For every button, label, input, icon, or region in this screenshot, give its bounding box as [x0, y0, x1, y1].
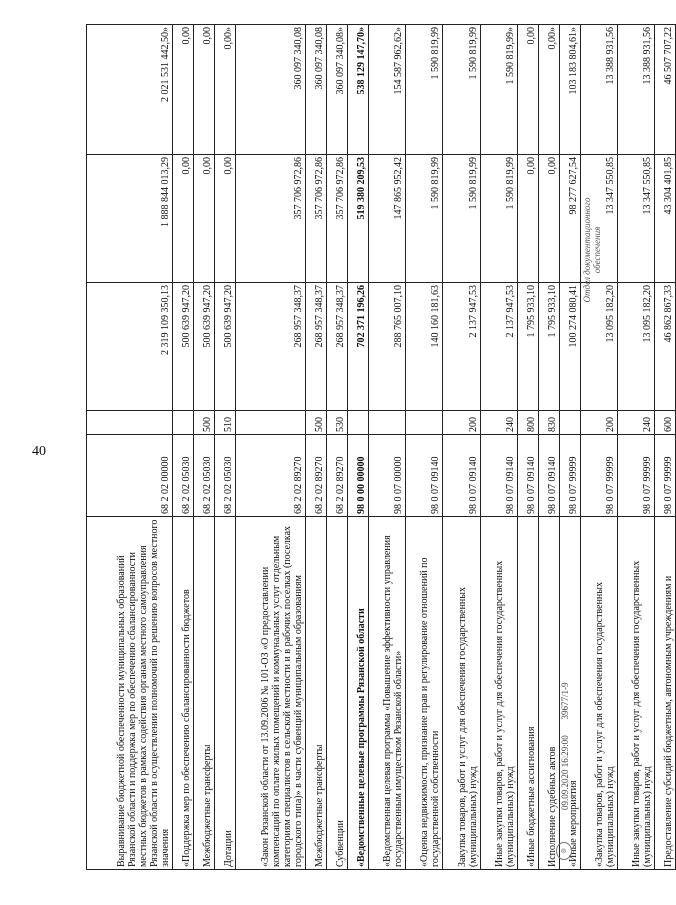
cell-value-2: 0,00 [538, 155, 559, 283]
cell-code: 68 2 02 05030 [173, 435, 194, 517]
cell-value-1: 2 137 947,53 [443, 283, 480, 411]
cell-value-1: 500 639 947,20 [173, 283, 194, 411]
cell-value-3: 46 507 707,22 [655, 25, 676, 155]
cell-value-1: 500 639 947,20 [215, 283, 236, 411]
table-row [538, 25, 559, 870]
cell-name: Выравнивание бюджетной обеспеченности муниципальных образований Рязанской области и поддержка мер по обеспечению сбалансированности местных бюджетов в рамках содействия органам местного самоуправления Рязанской области в осуществлении полномочий по решению вопросов местного значения [87, 517, 173, 870]
cell-value-2: 1 590 819,99 [406, 155, 443, 283]
cell-value-2: 13 347 550,85 [617, 155, 654, 283]
table-row [617, 25, 654, 870]
cell-name: «Ведомственная целевая программа «Повышение эффективности управления государственным имуществом Рязанской области» [368, 517, 405, 870]
cell-code: 98 0 07 09140 [443, 435, 480, 517]
cell-code: 98 0 07 99999 [655, 435, 676, 517]
cell-code: 98 0 07 09140 [406, 435, 443, 517]
cell-value-3: 360 097 340,08 [236, 25, 306, 155]
cell-vr: 600 [655, 411, 676, 435]
cell-value-1: 13 095 182,20 [617, 283, 654, 411]
cell-code: 68 2 02 89270 [327, 435, 348, 517]
cell-value-3: 360 097 340,08 [306, 25, 327, 155]
cell-value-2: 13 347 550,85 [580, 155, 617, 283]
cell-name: Закупка товаров, работ и услуг для обеспечения государственных (муниципальных) нужд [443, 517, 480, 870]
cell-code: 68 2 02 00000 [87, 435, 173, 517]
cell-code: 98 0 07 99999 [559, 435, 580, 517]
cell-code: 98 0 07 09140 [538, 435, 559, 517]
cell-value-2: 0,00 [517, 155, 538, 283]
cell-value-2: 519 380 209,53 [347, 155, 368, 283]
cell-vr [347, 411, 368, 435]
cell-name: Субвенции [327, 517, 348, 870]
cell-value-2: 147 865 952,42 [368, 155, 405, 283]
table-row [443, 25, 480, 870]
cell-vr: 510 [215, 411, 236, 435]
stamp-line-1: Отдел документационного [582, 197, 592, 303]
cell-name: «Закон Рязанской области от 13.09.2006 № 101-ОЗ «О предоставлении компенсаций по оплате жилых помещений и коммунальных услуг отдельным категориям специалистов в сельской местности и в рабочих поселках (поселках городского типа)» в части субвенций муниципальным образованиям [236, 517, 306, 870]
cell-code: 68 2 02 05030 [194, 435, 215, 517]
table-row [173, 25, 194, 870]
cell-value-1: 100 274 080,41 [559, 283, 580, 411]
cell-value-3: 154 587 962,62» [368, 25, 405, 155]
cell-value-3: 13 388 931,56 [580, 25, 617, 155]
cell-value-3: 360 097 340,08» [327, 25, 348, 155]
cell-value-2: 0,00 [173, 155, 194, 283]
table-row [194, 25, 215, 870]
cell-vr [368, 411, 405, 435]
cell-name: Иные закупки товаров, работ и услуг для обеспечения государственных (муниципальных) нужд [480, 517, 517, 870]
cell-name: «Иные мероприятия [559, 517, 580, 870]
stamp-line-2: обеспечения [592, 226, 602, 274]
cell-code: 98 0 07 09140 [480, 435, 517, 517]
footer-doc-id: 39677/1-9 [560, 682, 570, 720]
cell-value-1: 268 957 348,37 [327, 283, 348, 411]
table-row [327, 25, 348, 870]
cell-value-1: 500 639 947,20 [194, 283, 215, 411]
cell-vr [559, 411, 580, 435]
cell-value-2: 1 590 819,99 [480, 155, 517, 283]
page-number: 40 [32, 444, 46, 459]
cell-value-3: 2 021 531 442,50» [87, 25, 173, 155]
cell-vr: 240 [480, 411, 517, 435]
cell-name: Межбюджетные трансферты [306, 517, 327, 870]
cell-value-3: 538 129 147,70» [347, 25, 368, 155]
cell-code: 98 0 00 00000 [347, 435, 368, 517]
cell-name: «Закупка товаров, работ и услуг для обеспечения государственных (муниципальных) нужд [580, 517, 617, 870]
cell-value-3: 103 183 804,61» [559, 25, 580, 155]
cell-code: 68 2 02 89270 [306, 435, 327, 517]
department-stamp [582, 100, 602, 400]
cell-value-2: 1 590 819,99 [443, 155, 480, 283]
table-row [368, 25, 405, 870]
cell-code: 98 0 07 09140 [517, 435, 538, 517]
cell-vr: 500 [194, 411, 215, 435]
cell-value-3: 0,00 [173, 25, 194, 155]
cell-name: «Иные бюджетные ассигнования [517, 517, 538, 870]
cell-code: 68 2 02 89270 [236, 435, 306, 517]
cell-vr: 240 [617, 411, 654, 435]
cell-value-1: 702 371 196,26 [347, 283, 368, 411]
cell-name: «Поддержка мер по обеспечению сбалансированности бюджетов [173, 517, 194, 870]
seal-icon: ◎ [556, 842, 572, 860]
cell-value-3: 0,00» [215, 25, 236, 155]
cell-code: 68 2 02 05030 [215, 435, 236, 517]
cell-name: Дотации [215, 517, 236, 870]
table-row [517, 25, 538, 870]
cell-vr: 200 [443, 411, 480, 435]
cell-value-1: 2 137 947,53 [480, 283, 517, 411]
table-row [236, 25, 306, 870]
table-row [406, 25, 443, 870]
cell-value-2: 357 706 972,86 [236, 155, 306, 283]
cell-code: 98 0 07 00000 [368, 435, 405, 517]
cell-vr [173, 411, 194, 435]
cell-value-1: 268 957 348,37 [236, 283, 306, 411]
cell-value-1: 1 795 933,10 [517, 283, 538, 411]
table-row [655, 25, 676, 870]
cell-value-2: 1 888 844 013,29 [87, 155, 173, 283]
cell-value-1: 13 095 182,20 [580, 283, 617, 411]
cell-vr: 500 [306, 411, 327, 435]
cell-value-1: 1 795 933,10 [538, 283, 559, 411]
cell-value-2: 98 277 627,54 [559, 155, 580, 283]
cell-value-3: 13 388 931,56 [617, 25, 654, 155]
cell-vr: 530 [327, 411, 348, 435]
cell-value-3: 0,00 [194, 25, 215, 155]
cell-value-2: 43 304 401,85 [655, 155, 676, 283]
cell-value-1: 288 765 007,10 [368, 283, 405, 411]
cell-vr [236, 411, 306, 435]
cell-value-2: 0,00 [194, 155, 215, 283]
cell-name: Предоставление субсидий бюджетным, автономным учреждениям и [655, 517, 676, 870]
table-row [347, 25, 368, 870]
cell-value-2: 357 706 972,86 [306, 155, 327, 283]
cell-vr: 830 [538, 411, 559, 435]
cell-value-1: 140 160 181,63 [406, 283, 443, 411]
cell-value-1: 2 319 109 350,13 [87, 283, 173, 411]
cell-name: Межбюджетные трансферты [194, 517, 215, 870]
cell-value-1: 268 957 348,37 [306, 283, 327, 411]
cell-name: Исполнение судебных актов [538, 517, 559, 870]
table-row [306, 25, 327, 870]
cell-code: 98 0 07 99999 [617, 435, 654, 517]
table-row [87, 25, 173, 870]
cell-vr: 200 [580, 411, 617, 435]
table-row [480, 25, 517, 870]
cell-vr [406, 411, 443, 435]
cell-value-1: 46 862 867,33 [655, 283, 676, 411]
cell-value-3: 1 590 819,99 [406, 25, 443, 155]
cell-value-3: 0,00 [517, 25, 538, 155]
footer-datetime: 09.09.2020 16:29:00 [560, 735, 570, 810]
cell-value-3: 0,00» [538, 25, 559, 155]
cell-name: «Оценка недвижимости, признание прав и регулирование отношений по государственной собственности [406, 517, 443, 870]
cell-code: 98 0 07 99999 [580, 435, 617, 517]
cell-value-2: 357 706 972,86 [327, 155, 348, 283]
cell-value-3: 1 590 819,99 [443, 25, 480, 155]
cell-value-3: 1 590 819,99» [480, 25, 517, 155]
table-row [215, 25, 236, 870]
cell-vr [87, 411, 173, 435]
cell-name: «Ведомственные целевые программы Рязанской области [347, 517, 368, 870]
cell-value-2: 0,00 [215, 155, 236, 283]
cell-vr: 800 [517, 411, 538, 435]
cell-name: Иные закупки товаров, работ и услуг для обеспечения государственных (муниципальных) нужд [617, 517, 654, 870]
